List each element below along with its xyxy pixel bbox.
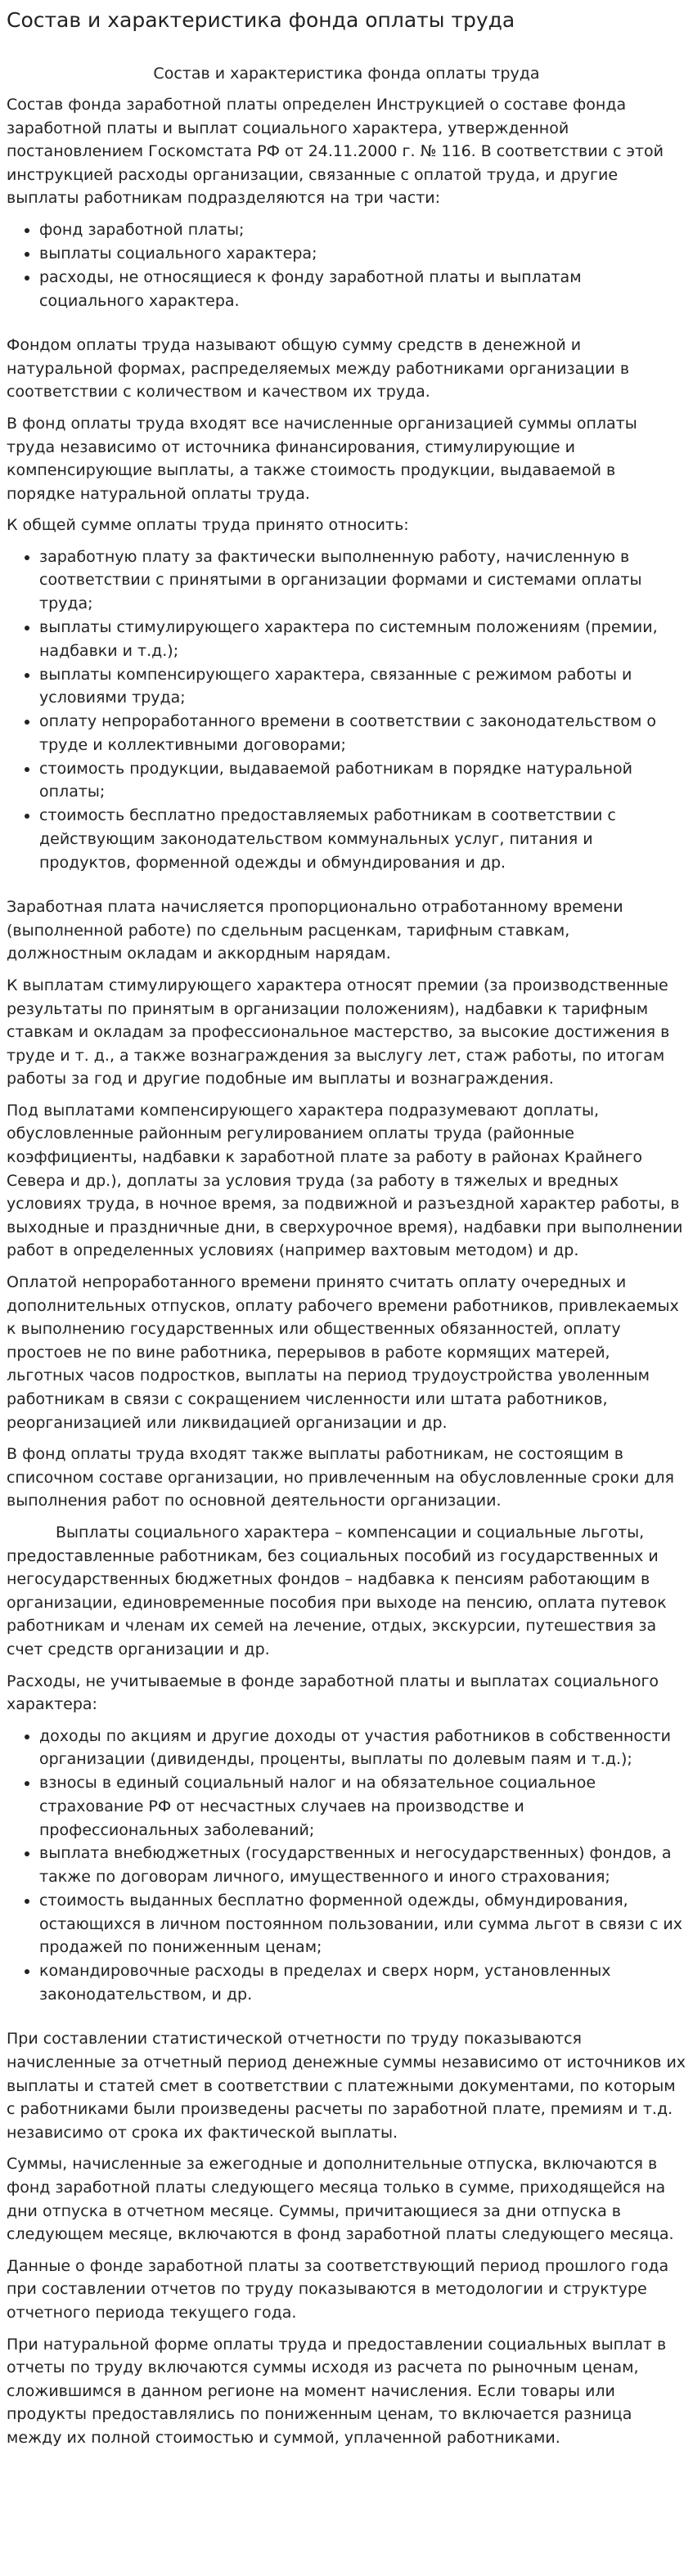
incentive-paragraph: К выплатам стимулирующего характера относят премии (за производственные результаты по принятым в организации положениям), надбавки к тарифным ставкам и окладам за профессиональное мастерство, за высокие достижения в труде и т. д., а также вознаграждения за выслугу лет, стаж работы, по итогам работы за год и другие подобные им выплаты и вознаграждения. [7,976,670,1088]
total-items-list [7,545,686,874]
list-item: • выплата внебюджетных (государственных и негосударственных) фондов, а также по договорам личного, имущественного и иного страхования; [39,1842,686,1888]
list-item: • взносы в единый социальный налог и на обязательное социальное страхование РФ от несчастных случаев на производстве и профессиональных заболеваний; [39,1771,686,1842]
list-item: • стоимость продукции, выдаваемой работникам в порядке натуральной оплаты; [39,757,686,804]
list-item: • оплату непроработанного времени в соответствии с законодательством о труде и коллективными договорами; [39,710,686,756]
list-item: • заработную плату за фактически выполненную работу, начисленную в соответствии с принятыми в организации формами и системами оплаты труда; [39,545,686,616]
non-staff-paragraph: В фонд оплаты труда входят также выплаты работникам, не состоящим в списочном составе организации, но привлеченным на обусловленные сроки для выполнения работ по основной деятельности организации. [7,1445,674,1510]
fund-includes-paragraph: В фонд оплаты труда входят все начисленные организацией суммы оплаты труда независимо от источника финансирования, стимулирующие и компенсирующие выплаты, а также стоимость продукции, выдаваемой в порядке натуральной оплаты труда. [7,414,637,503]
vacation-paragraph: Суммы, начисленные за ежегодные и дополнительные отпуска, включаются в фонд заработной платы следующего месяца только в сумме, приходящейся на дни отпуска в отчетном месяце. Суммы, причитающиеся за дни отпуска в следующем месяце, включаются в фонд заработной платы следующего месяца. [7,2155,674,2244]
social-payments-paragraph: Выплаты социального характера – компенсации и социальные льготы, предоставленные работникам, без социальных пособий из государственных и негосударственных бюджетных фондов – надбавка к пенсиям работающим в организации, единовременные пособия при выходе на пенсию, оплата путевок работникам и членам их семей на лечение, отдых, экскурсии, путешествия за счет средств организации и др. [7,1523,667,1658]
excluded-items-list [7,1725,686,2007]
list-item: • выплаты стимулирующего характера по системным положениям (премии, надбавки и т.д.); [39,616,686,662]
list-item: • фонд заработной платы; [39,218,686,242]
total-sum-paragraph: К общей сумме оплаты труда принято относить: [7,516,409,535]
list-item: • командировочные расходы в пределах и сверх норм, установленных законодательством, и др. [39,1959,686,2006]
wage-paragraph: Заработная плата начисляется пропорционально отработанному времени (выполненной работе) по сдельным расценкам, тарифным ставкам, должностным окладам и аккордным нарядам. [7,898,623,963]
unworked-time-paragraph: Оплатой непроработанного времени принято считать оплату очередных и дополнительных отпусков, оплату рабочего времени работников, привлекаемых к выполнению государственных или общественных обязанностей, оплату простоев не по вине работника, перерывов в работе кормящих матерей, льготных часов подростков, выплаты на период трудоустройства уволенным работникам в связи с сокращением численности или штата работников, реорганизацией или ликвидацией организации и др. [7,1273,679,1432]
parts-list [7,218,686,312]
natural-payment-paragraph: При натуральной форме оплаты труда и предоставлении социальных выплат в отчеты по труду включаются суммы исходя из расчета по рыночным ценам, сложившимся в данном регионе на момент начисления. Если товары или продукты предоставлялись по пониженным ценам, то включается разница между их полной стоимостью и суммой, уплаченной работниками. [7,2335,667,2447]
list-item: • стоимость бесплатно предоставляемых работникам в соответствии с действующим законодательством коммунальных услуг, питания и продуктов, форменной одежды и обмундирования и др. [39,804,686,874]
list-item: • доходы по акциям и другие доходы от участия работников в собственности организации (дивиденды, проценты, выплаты по долевым паям и т.д.); [39,1725,686,1771]
list-item: • выплаты социального характера; [39,242,686,266]
compensation-paragraph: Под выплатами компенсирующего характера подразумевают доплаты, обусловленные районным регулированием оплаты труда (районные коэффициенты, надбавки к заработной плате за работу в районах Крайнего Севера и др.), доплаты за условия труда (за работу в тяжелых и вредных условиях труда, в ночное время, за подвижной и разъездной характер работы, в выходные и праздничные дни, в сверхурочное время), надбавки при выполнении работ в определенных условиях (например вахтовым методом) и др. [7,1101,683,1260]
list-item: • стоимость выданных бесплатно форменной одежды, обмундирования, остающихся в личном постоянном пользовании, или сумма льгот в связи с их продажей по пониженным ценам; [39,1889,686,1959]
intro-paragraph: Состав фонда заработной платы определен Инструкцией о составе фонда заработной платы и выплат социального характера, утвержденной постановлением Госкомстата РФ от 24.11.2000 г. № 116. В соответствии с этой инструкцией расходы организации, связанные с оплатой труда, и другие выплаты работникам подразделяются на три части: [7,96,664,208]
list-item: • выплаты компенсирующего характера, связанные с режимом работы и условиями труда; [39,663,686,710]
list-item: • расходы, не относящиеся к фонду заработной платы и выплатам социального характера. [39,266,686,312]
excluded-expenses-paragraph: Расходы, не учитываемые в фонде заработной платы и выплатах социального характера: [7,1672,659,1714]
page-title: Состав и характеристика фонда оплаты труда [7,8,515,32]
previous-year-paragraph: Данные о фонде заработной платы за соответствующий период прошлого года при составлении отчетов по труду показываются в методологии и структуре отчетного периода текущего года. [7,2256,669,2322]
statistics-paragraph: При составлении статистической отчетности по труду показываются начисленные за отчетный период денежные суммы независимо от источников их выплаты и статей смет в соответствии с платежными документами, по которым с работниками были произведены расчеты по заработной плате, премиям и т.д. независимо от срока их фактической выплаты. [7,2030,686,2142]
article-subtitle: Состав и характеристика фонда оплаты труда [153,65,540,83]
fund-definition-paragraph: Фондом оплаты труда называют общую сумму средств в денежной и натуральной формах, распределяемых между работниками организации в соответствии с количеством и качеством их труда. [7,336,630,402]
